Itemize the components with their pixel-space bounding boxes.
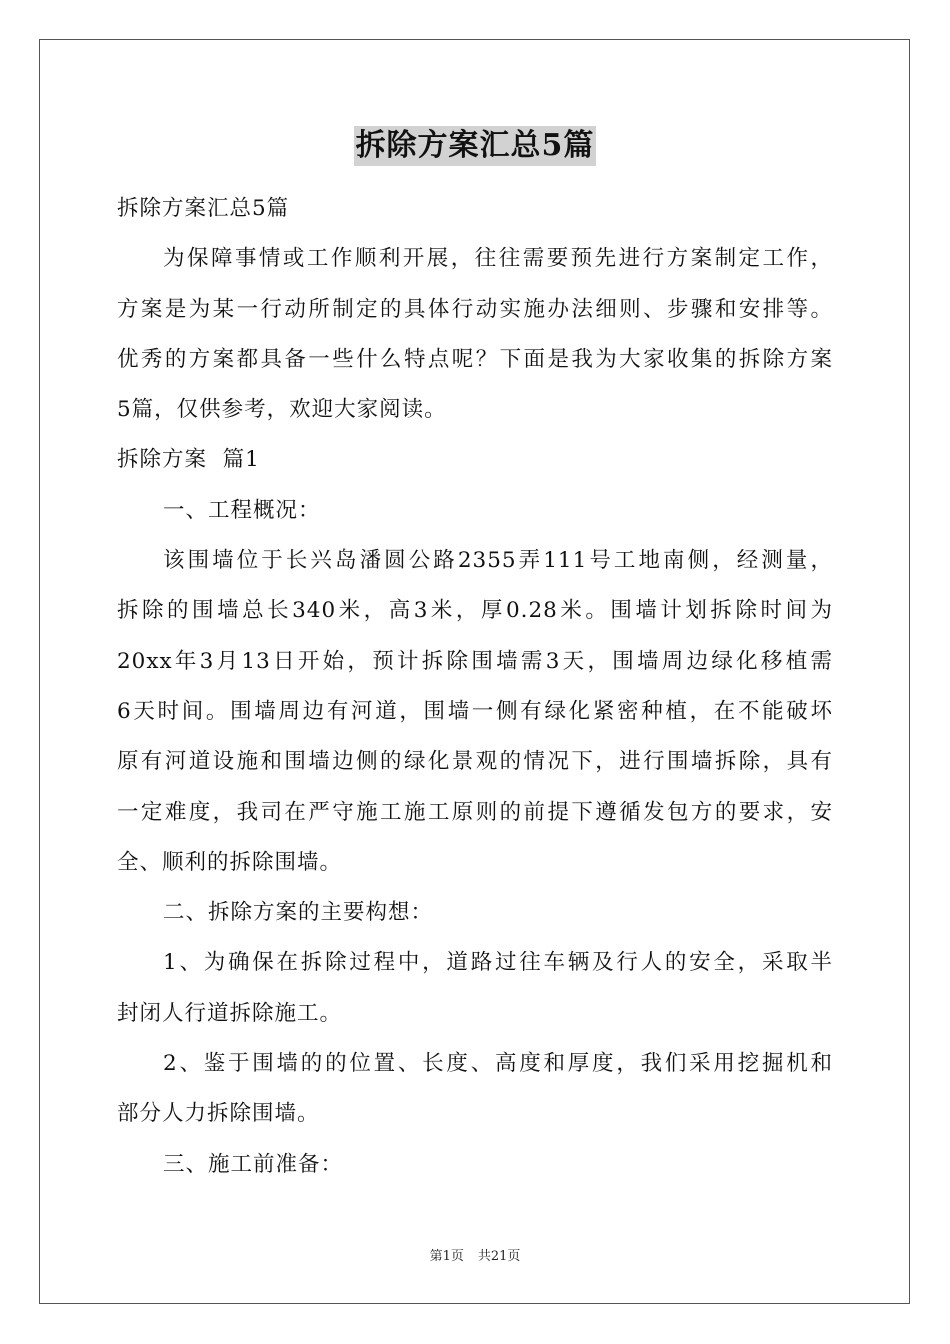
document-title: 拆除方案汇总5篇 bbox=[354, 126, 597, 166]
paragraph-line: 一定难度，我司在严守施工施工原则的前提下遵循发包方的要求，安 bbox=[117, 799, 833, 825]
intro-line: 优秀的方案都具备一些什么特点呢？下面是我为大家收集的拆除方案 bbox=[117, 346, 833, 372]
paragraph-line: 原有河道设施和围墙边侧的绿化景观的情况下，进行围墙拆除，具有 bbox=[117, 749, 833, 775]
heading-main-concept: 二、拆除方案的主要构想： bbox=[163, 900, 434, 926]
document-body bbox=[117, 184, 833, 1190]
intro-line: 5篇，仅供参考，欢迎大家阅读。 bbox=[117, 397, 447, 423]
paragraph-line: 该围墙位于长兴岛潘圆公路2355弄111号工地南侧，经测量， bbox=[163, 548, 833, 574]
heading-preparation: 三、施工前准备： bbox=[163, 1151, 344, 1177]
paragraph-line: 20xx年3月13日开始，预计拆除围墙需3天，围墙周边绿化移植需 bbox=[117, 648, 833, 674]
intro-line: 方案是为某一行动所制定的具体行动实施办法细则、步骤和安排等。 bbox=[117, 296, 833, 322]
paragraph-line: 6天时间。围墙周边有河道，围墙一侧有绿化紧密种植，在不能破坏 bbox=[117, 698, 833, 724]
list-item-line: 2、鉴于围墙的的位置、长度、高度和厚度，我们采用挖掘机和 bbox=[163, 1051, 833, 1077]
list-item-line: 部分人力拆除围墙。 bbox=[117, 1101, 320, 1127]
title-container bbox=[0, 126, 950, 166]
page-footer bbox=[0, 1248, 950, 1266]
page-total: 共21页 bbox=[477, 1249, 521, 1264]
intro-line: 为保障事情或工作顺利开展，往往需要预先进行方案制定工作， bbox=[163, 246, 833, 272]
list-item-line: 1、为确保在拆除过程中，道路过往车辆及行人的安全，采取半 bbox=[163, 950, 833, 976]
paragraph-line: 全、顺利的拆除围墙。 bbox=[117, 849, 343, 875]
list-item-line: 封闭人行道拆除施工。 bbox=[117, 1000, 343, 1026]
page-number: 第1页 bbox=[429, 1249, 464, 1264]
section-heading: 拆除方案 篇1 bbox=[117, 447, 260, 473]
paragraph-line: 拆除的围墙总长340米，高3米，厚0.28米。围墙计划拆除时间为 bbox=[117, 598, 833, 624]
document-subtitle: 拆除方案汇总5篇 bbox=[117, 196, 290, 221]
heading-engineering-overview: 一、工程概况： bbox=[163, 497, 321, 523]
